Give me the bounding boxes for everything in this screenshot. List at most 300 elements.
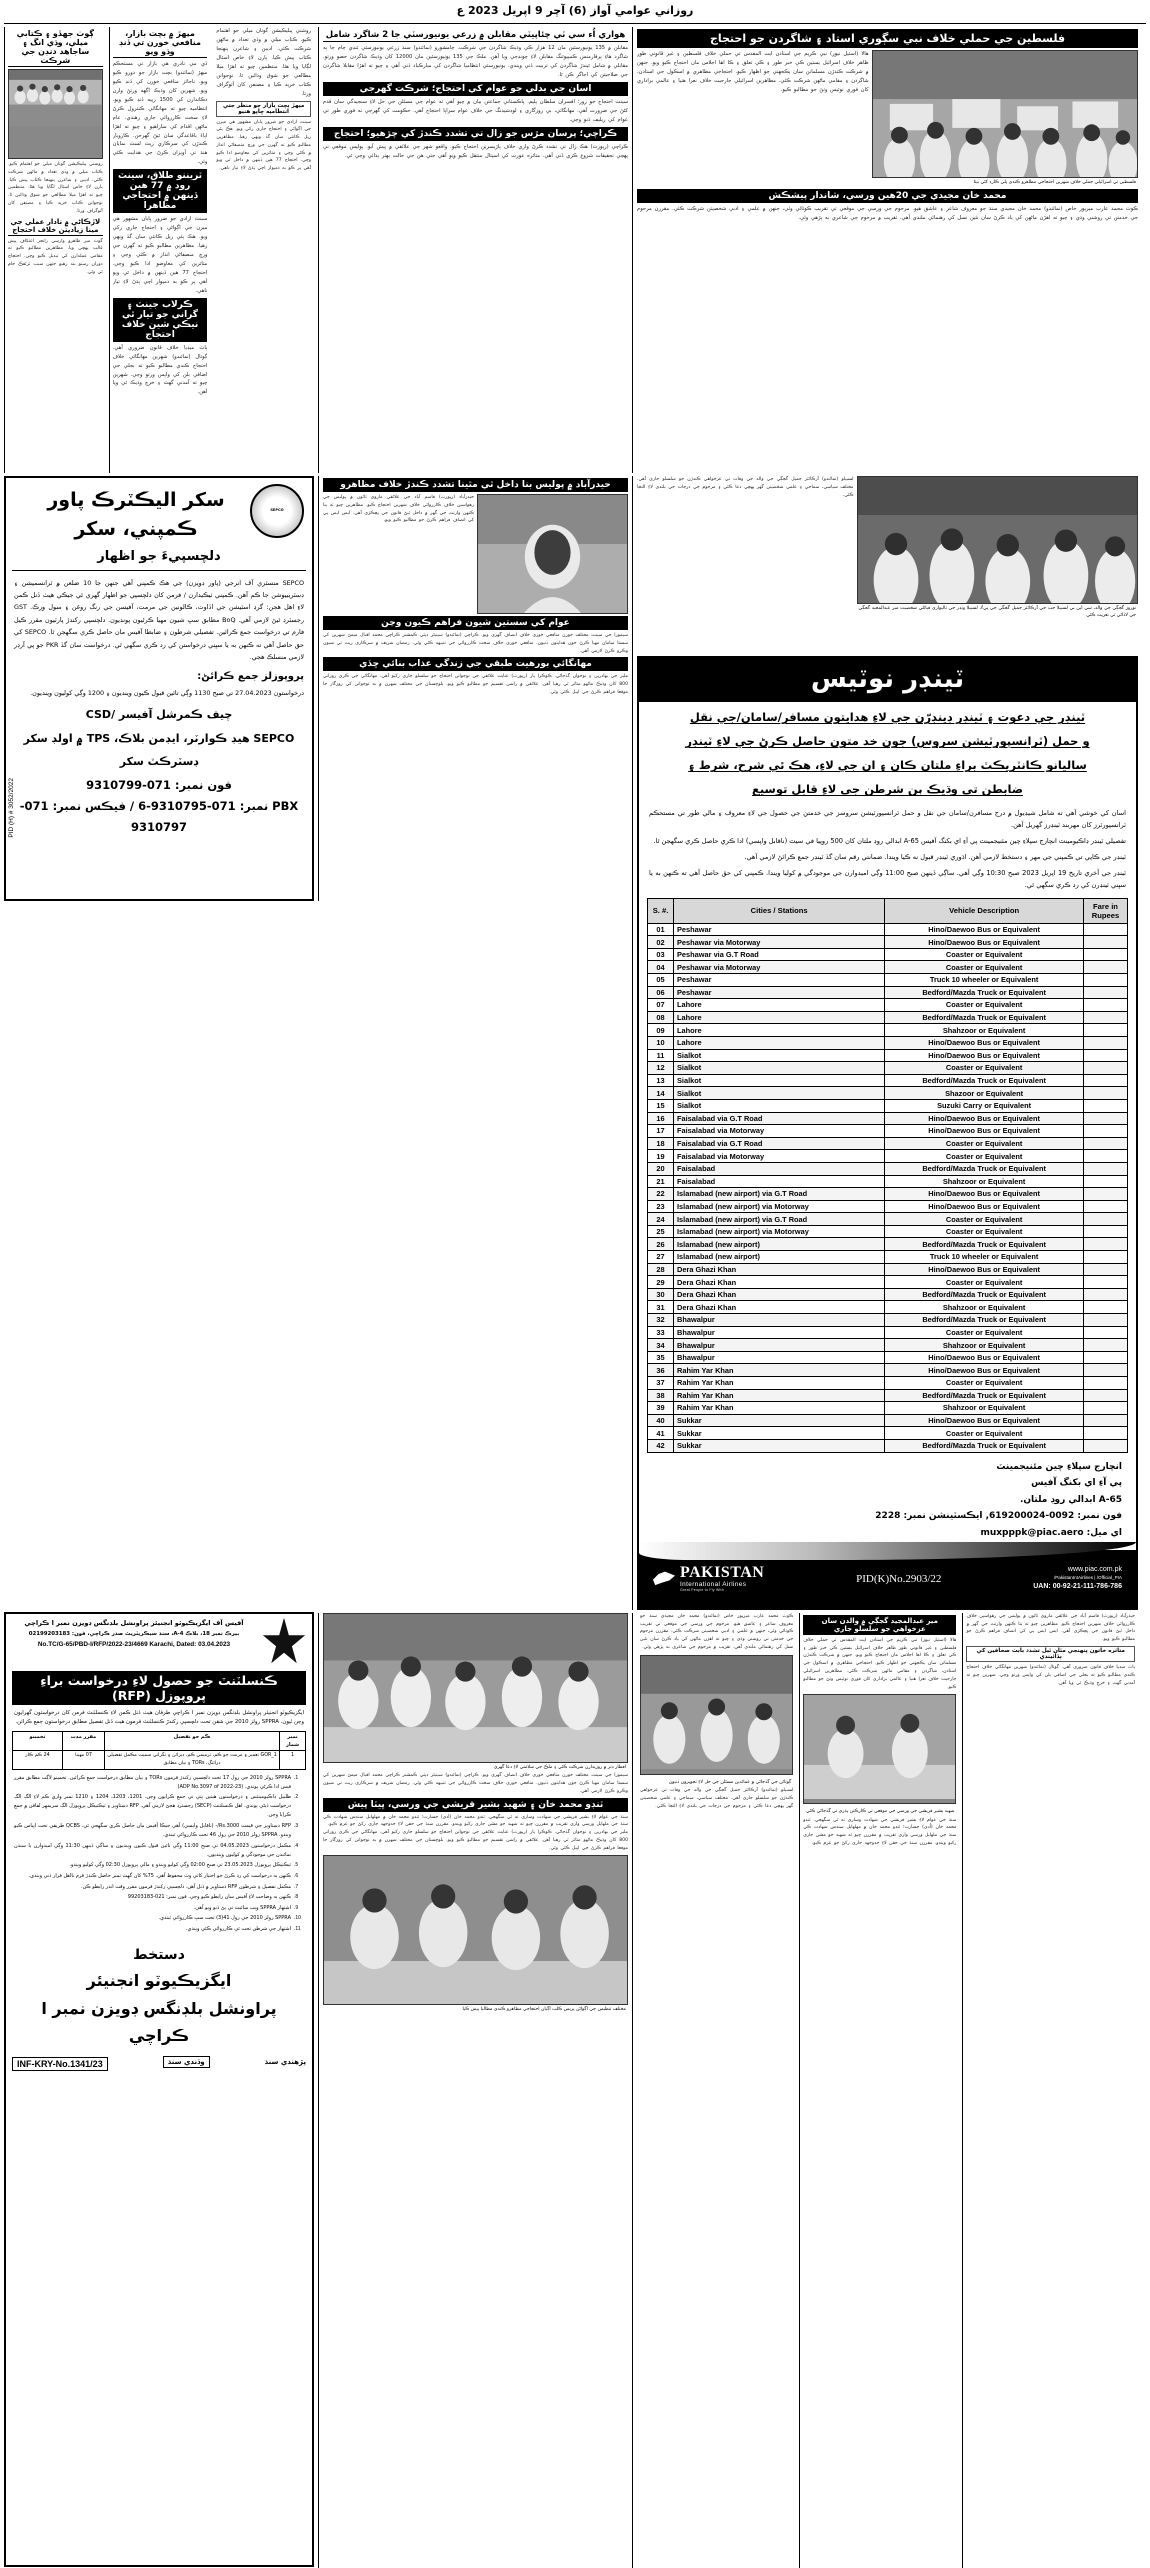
cell-fare [1084, 1087, 1128, 1100]
pbd-condition-text: طلبيل ڊاڪيومينٽس ۽ درخواستون هيٺين پتي تي جمع ڪرايون وڃن. 1201، 1203، 1204 ۽ 1210 نمبر واري ڪم لاءِ الڳ الڳ درخواست ڏيڻي پوندي. اهل ڪنسلٽنٽ (SECP) رجسٽرڊ هجڻ لازمي آهي. RFP دستاويز ۽ ٽيڪنيڪل پروپوزل الڳ سربمهر لفافن ۾ جمع ڪرايا وڃن. [14, 1794, 292, 1819]
pia-tender-title: ٽينڊر نوٽيس [639, 658, 1136, 702]
cell-fare [1084, 1263, 1128, 1276]
cell-vehicle: Coaster or Equivalent [885, 961, 1084, 974]
body-jhudo-book-fair: روشني پبليڪيشن گوٺان ميلي جو اهتمام ڪيو. ڪتاب ميلي ۾ وڏي تعداد ۾ ماڻهن شرڪت ڪئي. اديبن ۽ شاعرن پنهنجا ڪتاب پيش ڪيا. ٻارن لاءِ خاص اسٽال لڳايا ويا هئا. منتظمين چيو ته اهڙا ميلا مطالعي جو شوق وڌائين ٿا. نوجوانن ڪتاب خريد ڪيا ۽ مصنفن کان آٽوگراف ورتا. [8, 162, 103, 214]
headline-hyderabad-police: حيدرآباد ۾ پوليس بنا داخل ٿي مٿينا تشدد ڪندڙ خلاف مظاهرو [323, 478, 628, 492]
cell-vehicle: Shahzoor or Equivalent [885, 1402, 1084, 1415]
cell-vehicle: Shahzoor or Equivalent [885, 1339, 1084, 1352]
body-badli-protest: سينٽ احتجاج جو زور؛ افسران سلطان پليم. پاڪستاني جماعتن بيان ۾ چيو آهي ته عوام جي مسئلن جي حل لاءِ سنجيدگي سان قدم کڻڻ جي ضرورت آهي. مهانگائي، بي روزگاري ۽ لوڊشيڊنگ جي خلاف عوام سراپا احتجاج آهي. حڪومت کي گهرجي ته فوري طور تي عوام کي ريليف ڏنو وڃي. [323, 98, 628, 123]
pia-contact-5: اي ميل: muxpppk@piac.aero [980, 1528, 1122, 1539]
cell-fare [1084, 1276, 1128, 1289]
cell-vehicle: Coaster or Equivalent [885, 1377, 1084, 1390]
cell-serial: 32 [648, 1314, 674, 1327]
body-right-col-e: حيدرآباد (رپورٽ) قاسم آباد جي علائقي ماروي ٽائون ۾ پوليس جي رهواسين خلاف ڪارروائي خلاف شهرين احتجاج ڪيو. مظاهرين چيو ته بنا ڪنهن وارنٽ جي گهر ۾ داخل ٿيڻ قانون جي ڀڃڪڙي آهي. ايس ايس پي کي انصاف فراهم ڪرڻ جو مطالبو ڪيو ويو. [966, 1613, 1135, 1643]
pia-sub-line-3: ساليانو ڪانٽريڪٽ براءِ ملتان ڪان ۽ ان جي لاءِ، هڪ ئي شرح، شرط ۽ [688, 758, 1087, 773]
cell-vehicle: Hino/Daewoo Bus or Equivalent [885, 1200, 1084, 1213]
mid-news-block [318, 476, 628, 901]
table-row [648, 1439, 1128, 1452]
cell-fare [1084, 1351, 1128, 1364]
table-row [648, 1251, 1128, 1264]
headline-badli-protest: اسان جي بدلي جو عوام کي احتجاج؛ شرڪت گهرجي [323, 82, 628, 96]
pbd-sign-label: دستخط [133, 1946, 185, 1963]
cell-city: Lahore [674, 1024, 885, 1037]
headline-mehar-bachat-bazar: ميهڙ ۾ بچت بازار، منافعي خورن تي ڏنڊ وڌو ويو [113, 29, 208, 58]
cell-serial: 22 [648, 1188, 674, 1201]
cell-fare [1084, 1137, 1128, 1150]
headline-karachi-husband: ڪراچي؛ پرسان مڙس جو زال تي تشدد ڪندڙ کي چڙهيو؛ احتجاج [323, 127, 628, 141]
photo-meeting-indoor [640, 1655, 793, 1775]
photo-caption-meeting: ڳوٺاڻن جي گڏجاڻي ۾ عمائدين مسئلن جي حل لاءِ تجويزون ڏنيون [668, 1779, 792, 1785]
photo-palestine-rally [872, 50, 1138, 178]
table-row [648, 1049, 1128, 1062]
table-header-row [648, 898, 1128, 923]
table-row [648, 1087, 1128, 1100]
cell-fare [1084, 1036, 1128, 1049]
masthead [4, 4, 1146, 24]
photo-condolence-gathering [857, 476, 1138, 604]
pia-swoosh-graphic [639, 1542, 1136, 1560]
body-right-col-a: ڪوٽ محمد عارب ميرپور خاص (نمائندو) محمد خان مجيدي سنڌ جو معروف شاعر ۽ عاشق هيو. مرحوم جي ورسي جي موقعي تي تقريب ڪوٺائي وئي، جنهن ۾ علمي ۽ ادبي شخصيتن شرڪت ڪئي. مقررن مرحوم جي خدمتن تي روشني وڌي ۽ چيو ته اهڙن ماڻهن کي ياد ڪرڻ سان نئين نسل کي رهنمائي ملندي آهي. تقريب ۾ مرحوم جي شاعري به پڙهي وئي. [640, 1613, 794, 1650]
cell-city: Faisalabad via G.T Road [674, 1112, 885, 1125]
cell-serial: 23 [648, 1200, 674, 1213]
cell-city: Faisalabad [674, 1175, 885, 1188]
cell-city: Sukkar [674, 1439, 885, 1452]
table-row [648, 1339, 1128, 1352]
cell-fare [1084, 1062, 1128, 1075]
table-row [648, 1301, 1128, 1314]
cell-serial: 28 [648, 1263, 674, 1276]
cell-vehicle: Coaster or Equivalent [885, 1276, 1084, 1289]
pbd-condition-text: مڪمل درخواستون 04.05.2023 تي صبح 11:00 وڳي تائين قبول ڪيون وينديون ۽ ساڳي ڏينهن 11:30 وڳي اميدوارن يا سندن نمائندن جي موجودگي ۾ کوليون وينديون. [14, 1842, 292, 1858]
cell-vehicle: Hino/Daewoo Bus or Equivalent [885, 1414, 1084, 1427]
cell-fare [1084, 1112, 1128, 1125]
cell-fare [1084, 1213, 1128, 1226]
cell-serial: 33 [648, 1326, 674, 1339]
table-row [648, 1162, 1128, 1175]
pbd-condition-number: 6. [294, 1872, 299, 1879]
cell-serial: 12 [648, 1062, 674, 1075]
cell-fare [1084, 1339, 1128, 1352]
cell-fare [1084, 1389, 1128, 1402]
cell-vehicle: Hino/Daewoo Bus or Equivalent [885, 1049, 1084, 1062]
table-row [648, 961, 1128, 974]
headline-agri-university: هواري اُء سي ٽي چئاپيٽي مقابلن ۾ زرعي يونيورسٽي جا 2 شاگرد شامل [323, 29, 628, 42]
table-row [648, 1427, 1128, 1440]
cell-vehicle: Hino/Daewoo Bus or Equivalent [885, 1112, 1084, 1125]
body-awam-cheap-goods: سيمورا جي سينٽ مختلف خورن منافعي خوري خلاف انصاف گهري ويو. ڪراچي (نمائندو) سينيئر ڊپٽي ڪمشنر ڪراچي محمد اقبال ميمڻ شهرين کي سستا سامان مهيا ڪرڻ جون هدايتون ڏنيون. منافعي خوري خلاف سخت ڪارروائي جي تنبيهه ڪئي وئي. رمضان شريف ۾ سرڪاري ريٽ تي شيون وڪرو ڪرڻ لازمي آهي. [323, 633, 628, 654]
cell-serial: 37 [648, 1377, 674, 1390]
cell-serial: 41 [648, 1427, 674, 1440]
cell-serial: 42 [648, 1439, 674, 1452]
cell-fare [1084, 1200, 1128, 1213]
cell-fare [1084, 1049, 1128, 1062]
cell-serial: 36 [648, 1364, 674, 1377]
body-left-misc-2: سينٽ ارادي جو ضرور ڀايان مشهور هي ميرن جي اڳواڻي ۽ احتجاج جاري رکي ويو. هڪ ٻئي ريل ڪانٽي سان گڏ ويهي رهيا. مظاهرين مطالبو ڪيو ته گهرن جي ورڇ منصفاڻي انداز ۾ ڪئي وڃي ۽ متاثرين کي معاوضو ادا ڪيو وڃي. احتجاج 77 هين ڏينهن ۾ داخل ٿي ويو آهي پر ڪو به ذميوار اچي ٻڌڻ لاءِ تيار ناهي. [216, 119, 312, 172]
headline-awam-cheap-goods: عوام کي سستين شيون فراهم ڪيون وڃن [323, 616, 628, 630]
cell-fare [1084, 974, 1128, 987]
pbd-condition-text: SPPRA رولز 2010 جي رول 17 تحت دلچسپي رکندڙ فرمون TORs ۽ بيان مطابق درخواست جمع ڪرائين. تخمينو لاڳت مطابق مقرر فيس ادا ڪرڻي پوندي. (ADP No.3097 of 2022-23) [14, 1774, 292, 1790]
pbd-conditions-list [12, 1772, 306, 1938]
pbd-condition-item [14, 1861, 304, 1870]
pbd-cell: 07 مهينا [63, 1751, 105, 1769]
table-row [648, 1074, 1128, 1087]
cell-serial: 40 [648, 1414, 674, 1427]
table-row [648, 974, 1128, 987]
pbd-condition-number: 5. [294, 1862, 299, 1869]
pia-body-1: اسان کي خوشي آهي ته شامل شيڊيول ۾ درج مسافرن/سامان جي نقل و حمل ٽرانسپورٽيشن سروسز جي خدمتن جي حصول جي لاءِ معروف ۽ مالي طور تي مستحڪم ٽرانسپورٽرز کان مهربند ٽينڊرز گهربل آهن. [649, 808, 1126, 829]
cell-serial: 06 [648, 986, 674, 999]
body-karlab-grani: ٻاٽ ميڊيا خلاف قانون ضروري آهي. ڳوٺال (نمائندو) شهرين مهانگائي خلاف احتجاج ڪندي مطالبو ڪيو ته بجلي جي اضافي بلن کي واپس ورتو وڃي. شهرين چيو ته آمدني گهٽ ۽ خرچ وڌيڪ ٿي ويا آهن. [112, 344, 208, 396]
table-row [648, 1036, 1128, 1049]
cell-serial: 34 [648, 1339, 674, 1352]
sepco-logo-text: SEPCO [270, 508, 284, 513]
cell-vehicle: Bedford/Mazda Truck or Equivalent [885, 1389, 1084, 1402]
pbd-table-header-row [13, 1732, 306, 1751]
photo-press-club [323, 1855, 628, 2005]
photo-caption-iftar: افطار ڊنر ۾ روزيدارن شرڪت ڪئي ۽ ملڪ جي سلامتي لاءِ دعا گهري [493, 1764, 626, 1770]
cell-vehicle: Truck 10 wheeler or Equivalent [885, 974, 1084, 987]
pia-pid-number: PID(K)No.2903/22 [856, 1572, 942, 1585]
cell-vehicle: Bedford/Mazda Truck or Equivalent [885, 1074, 1084, 1087]
cell-serial: 21 [648, 1175, 674, 1188]
cell-fare [1084, 1024, 1128, 1037]
pia-contact-3: A-65 ابدالي روڊ ملتان. [1019, 1494, 1122, 1505]
cell-city: Islamabad (new airport) via Motorway [674, 1200, 885, 1213]
pia-fare-table [647, 898, 1128, 1453]
table-row [648, 1288, 1128, 1301]
pbd-cell: GOR_1 تعمير ۽ مرمت جو ڪم، ترميمي ڪم، ڊيزائن ۽ نگراني سميت مڪمل تفصيلي ڊرائنگ، TORs ۽ بيان مطابق [105, 1751, 280, 1769]
headline-jhudo-book-fair: ڳوٺ جهڏو ۽ ڪتابي ميلي، وڌي انگ ۽ ساجاهد دنڊن جي شرڪت [8, 29, 103, 67]
pia-logo-name: PAKISTAN [680, 1564, 765, 1582]
table-row [648, 936, 1128, 949]
cell-city: Faisalabad via Motorway [674, 1125, 885, 1138]
cell-serial: 02 [648, 936, 674, 949]
sepco-advertisement [4, 476, 314, 901]
sepco-body: SEPCO منسٽري آف انرجي (پاور ڊويزن) جي هڪ ڪمپني آهي جنهن جا 10 ضلعن ۾ ٽرانسميشن ۽ ڊسٽريبيوشن جا ڪم آهن. ڪمپني ٺيڪيدارن / فرمن کان دلچسپي جو اظهار گهري ٿي جيڪي هيٺ ڏنل ڪمن لاءِ اهل هجن: گرڊ اسٽيشن جي اڏاوت، ڪالونين جي مرمت، آفيسن جي رنگ روغن ۽ سول ورڪ. GST رجسٽرڊ ٿيڻ لازمي آهي. BoQ مطابق سڀ شيون مهيا ڪرڻيون پونديون. دلچسپي رکندڙ پارٽيون مقرر ڪيل فارم تي درخواست جمع ڪرائين. تفصيلي شرطون ۽ ضابطا آفيس مان حاصل ڪري سگهجن ٿا. SEPCO کي حق حاصل آهي ته ڪنهن به يا سڀني درخواستن کي رد ڪري سگهي ٿي. درخواست سان گڏ PKR جو پي آرڊر لازمي منسلڪ هجي. [14, 578, 305, 662]
cell-fare [1084, 1238, 1128, 1251]
cell-city: Lahore [674, 1011, 885, 1024]
table-row [648, 1099, 1128, 1112]
sepco-address-3: ڊسٽرڪٽ سکر [119, 755, 199, 769]
cell-serial: 31 [648, 1301, 674, 1314]
cell-fare [1084, 1427, 1128, 1440]
cell-vehicle: Hino/Daewoo Bus or Equivalent [885, 1125, 1084, 1138]
table-row [648, 948, 1128, 961]
cell-fare [1084, 1439, 1128, 1452]
pbd-condition-item [14, 1925, 304, 1934]
table-row [648, 1175, 1128, 1188]
cell-fare [1084, 1188, 1128, 1201]
body-karachi-husband: ڪراچي (رپورٽ) هڪ زال تي تشدد ڪرڻ واري خلاف پاڙيسرين احتجاج ڪيو. واقعو شهر جي علائقي ۾ پيش آيو. پوليس موقعي تي پهچي تحقيقات شروع ڪري ڏني آهي. متاثره عورت کي اسپتال منتقل ڪيو ويو آهي جتي هن جي حالت بهتر ٻڌائي وڃي ٿي. [323, 143, 628, 159]
cell-serial: 19 [648, 1150, 674, 1163]
cell-vehicle: Bedford/Mazda Truck or Equivalent [885, 986, 1084, 999]
cell-serial: 05 [648, 974, 674, 987]
pia-sub-line-2: و حمل (ٽرانسپورٽيشن سروس) جون خد متون حاصل ڪرڻ جي لاءِ ٽينڊر [685, 734, 1090, 749]
cell-fare [1084, 1162, 1128, 1175]
pia-uan: UAN: 00-92-21-111-786-786 [1033, 1583, 1122, 1591]
cell-city: Sialkot [674, 1062, 885, 1075]
top-right-block [632, 27, 1138, 473]
pbd-condition-item [14, 1883, 304, 1892]
body-right-col-f: ٻاٽ ميڊيا خلاف قانون ضروري آهي. ڳوٺال (نمائندو) شهرين مهانگائي خلاف احتجاج ڪندي مطالبو ڪيو ته بجلي جي اضافي بلن کي واپس ورتو وڃي. شهرين چيو ته آمدني گهٽ ۽ خرچ وڌيڪ ٿي ويا آهن. [966, 1664, 1135, 1686]
cell-fare [1084, 1288, 1128, 1301]
pbd-office-line-1: آفيس آف ايگزيڪيوٽو انجنيئر پراونشل بلڊنگس ڊويزن نمبر ا ڪراچي [24, 1618, 244, 1627]
cell-serial: 16 [648, 1112, 674, 1125]
cell-fare [1084, 961, 1128, 974]
cell-vehicle: Shahzoor or Equivalent [885, 1301, 1084, 1314]
cell-vehicle: Coaster or Equivalent [885, 1326, 1084, 1339]
table-row [648, 1389, 1128, 1402]
cell-city: Islamabad (new airport) via G.T Road [674, 1188, 885, 1201]
pbd-condition-number: 9. [294, 1904, 299, 1911]
col-cities: Cities / Stations [674, 898, 885, 923]
pia-sub-line-1: ٽينڊر جي دعوت ۽ ٽينڊر ڊينڊرّن جي لاءِ هدايتون مسافر/سامان/جي نقل [689, 710, 1086, 724]
cell-vehicle: Suzuki Carry or Equivalent [885, 1099, 1084, 1112]
top-mid-block [318, 27, 628, 473]
cell-serial: 39 [648, 1402, 674, 1415]
cell-vehicle: Coaster or Equivalent [885, 1225, 1084, 1238]
sepco-title: سکر اليڪٽرڪ پاور ڪمپني، سکر [47, 489, 225, 540]
cell-vehicle: Bedford/Mazda Truck or Equivalent [885, 1288, 1084, 1301]
cell-fare [1084, 1326, 1128, 1339]
cell-city: Bhawalpur [674, 1326, 885, 1339]
cell-serial: 25 [648, 1225, 674, 1238]
cell-fare [1084, 1377, 1128, 1390]
body-mehangai-poor: ملير جي بهادرين ۽ نوجوان گڏجاڻي. ڪوڪرا پار (رپورٽ) عنايت علائقي جي نوجوانن احتجاج جو سلسلو جاري رکيو آهي. مهانگائي جي ڪري روزاني 800 کان وڌيڪ ماڻهو متاثر ٿي رهيا آهن. علائقي ۾ راشن تقسيم جو مطالبو ڪيو ويو. بلوچستان جي مختلف شهرن ۾ به نوجوانن کي روزگار جا موقعا فراهم ڪرڻ جي اپيل ڪئي وئي. [323, 674, 628, 695]
table-row [648, 1263, 1128, 1276]
cell-vehicle: Shahzoor or Equivalent [885, 1175, 1084, 1188]
headline-majidi-anniversary: محمد خان مجيدي جي 20هين ورسي، شاندار پيشڪش [637, 189, 1138, 203]
pia-tender-advertisement [637, 656, 1138, 1610]
pbd-works-table [12, 1731, 306, 1769]
cell-vehicle: Bedford/Mazda Truck or Equivalent [885, 1439, 1084, 1452]
cell-serial: 03 [648, 948, 674, 961]
photo-caption-small-group: شهيد بشير قريشي جي ورسي جي موقعي تي ڪارڪنن پڌري تي گڏجاڻي ڪئي [806, 1809, 955, 1815]
body-palestine-protest: هالا (اسٽيل نيوز) نبي ڪريم جي استادن ايت المقدس تي حملي خلاف فلسطين ۽ غير قانوني طور ظاهر خلاف اسرائيل يستين ڪي خبر طور ۽ ڪي تعلق ۽ ڪا اها اجلاس مان احتجاج ڪيو ويو. جنهن ۾ شرڪت ڪندڙن مسلمانن سان يڪجهتي جو اظهار ڪيو. احتجاجي مظاهري ۾ اسڪول جي استادن، شاگردن ۽ مقامي ماڻهن شرڪت ڪئي. مظاهرين اسرائيلي جارحيت خلاف نعرا هنيا ۽ عالمي براداري کان فوري نوٽيس وٺڻ جو مطالبو ڪيو. [637, 51, 869, 93]
pbd-inf-number: INF-KRY-No.1341/23 [12, 2057, 108, 2071]
cell-city: Peshawar via G.T Road [674, 948, 885, 961]
cell-city: Sukkar [674, 1427, 885, 1440]
cell-vehicle: Bedford/Mazda Truck or Equivalent [885, 1162, 1084, 1175]
col-fare: Fare in Rupees [1084, 898, 1128, 923]
body-tando-qureshi: سنڌ جي عوام لاءِ بشير قريشي جي شهادت وساري نه ٿي سگهجي. ٽنڊو محمد خان (اُدي) جسارت؛ ٽنڊو محمد خان ۾ مهلهايل سندس شهادت ڪي سنڌ جي ملهايل ورسي واري تقريب ۾ مقررن چيو ته شهيد جو مشن جاري رکيو ويندو. مقررن سنڌ جي حقن لاءِ جدوجهد جاري رکڻ جو عزم ڪيو. [323, 1814, 628, 1828]
sepco-address-1: چيف ڪمرشل آفيسر /CSD [85, 708, 233, 722]
body-bottom-mid-1: سيمورا جي سينٽ مختلف خورن منافعي خوري خلاف انصاف گهري ويو. ڪراچي (نمائندو) سينيئر ڊپٽي ڪمشنر ڪراچي محمد اقبال ميمڻ شهرين کي سستا سامان مهيا ڪرڻ جون هدايتون ڏنيون. منافعي خوري خلاف سخت ڪارروائي جي تنبيهه ڪئي وئي. رمضان شريف ۾ سرڪاري ريٽ تي شيون وڪرو ڪرڻ لازمي آهي. [323, 1773, 628, 1794]
cell-vehicle: Coaster or Equivalent [885, 1062, 1084, 1075]
pbd-office-line-2: بيرڪ نمبر 18، بلاڪ A-4، سنڌ سيڪريٽريٽ صدر ڪراچي، فون: 02199203183 [28, 1630, 240, 1637]
cell-vehicle: Hino/Daewoo Bus or Equivalent [885, 936, 1084, 949]
cell-serial: 27 [648, 1251, 674, 1264]
pbd-condition-text: ٽيڪنيڪل پروپوزل 23.05.2023 تي صبح 02:00 وڳي کوليو ويندو ۽ مالي پروپوزل 02:30 وڳي کوليو ويندو. [69, 1862, 291, 1869]
pbd-condition-item [14, 1904, 304, 1913]
cell-city: Sialkot [674, 1099, 885, 1112]
cell-serial: 14 [648, 1087, 674, 1100]
subhead-right: متاثره خاتون پنهنجي مٿان ٿيل تشدد بابت صحافين کي ٻڌائيندي [966, 1646, 1135, 1662]
bottom-right-block [632, 1613, 1138, 2568]
pia-contact-1: انچارج سپلاءِ چين مئنيجمينٽ [996, 1461, 1122, 1472]
cell-serial: 26 [648, 1238, 674, 1251]
pbd-condition-text: اشتهار جي شرطن تحت ئي ڪارروائي ڪئي ويندي. [185, 1925, 291, 1932]
pia-footer [639, 1550, 1136, 1608]
sepco-phone-1: فون نمبر: 071-9310799 [86, 778, 232, 793]
body-condolence: لسبيلو (نمائندو) آرڪائٽر جميل گجڳي جي والد جي وفات تي عزخواهي ڪندڙن جو سلسلو جاري آهي. مختلف سياسي، سماجي ۽ علمي شخصيتن گهر پهچي دعا ڪئي ۽ مرحوم جي درجات جي بلندي لاءِ التجا ڪئي. [637, 477, 854, 498]
cell-vehicle: Shazoor or Equivalent [885, 1087, 1084, 1100]
cell-city: Sialkot [674, 1087, 885, 1100]
sepco-phone-2: PBX نمبر: 071-9310795-6 / فيڪس نمبر: 071-9310797 [19, 799, 299, 834]
col-serial: S. #. [648, 898, 674, 923]
cell-serial: 08 [648, 1011, 674, 1024]
cell-fare [1084, 1301, 1128, 1314]
cell-serial: 38 [648, 1389, 674, 1402]
cell-serial: 17 [648, 1125, 674, 1138]
body-right-col-d: سنڌ جي عوام لاءِ بشير قريشي جي شهادت وساري نه ٿي سگهجي. ٽنڊو محمد خان (اُدي) جسارت؛ ٽنڊو محمد خان ۾ مهلهايل سندس شهادت ڪي سنڌ جي ملهايل ورسي واري تقريب ۾ مقررن چيو ته شهيد جو مشن جاري رکيو ويندو. مقررن سنڌ جي حقن لاءِ جدوجهد جاري رکڻ جو عزم ڪيو. [803, 1817, 957, 1847]
table-row [648, 1377, 1128, 1390]
cell-serial: 35 [648, 1351, 674, 1364]
pbd-condition-text: SPPRA رولز 2010 جي رول 41(3) تحت سڀ ڪارروائي ٿيندي. [158, 1915, 291, 1922]
photo-iftar-gathering [323, 1613, 628, 1763]
headline-tando-qureshi: ٽنڊو محمد خان ۽ شهيد بشير قريشي جي ورسي، ڀيٽا پيش [323, 1798, 628, 1812]
body-right-col-b: لسبيلو (نمائندو) آرڪائٽر جميل گجڳي جي والد جي وفات تي عزخواهي ڪندڙن جو سلسلو جاري آهي. مختلف سياسي، سماجي ۽ علمي شخصيتن گهر پهچي دعا ڪئي ۽ مرحوم جي درجات جي بلندي لاءِ التجا ڪئي. [640, 1788, 794, 1809]
cell-vehicle: Coaster or Equivalent [885, 1427, 1084, 1440]
pbd-condition-number: 8. [294, 1894, 299, 1901]
pia-logo-tagline: Great People to Fly With [680, 1587, 724, 1592]
sepco-section-body: درخواستون 27.04.2023 تي صبح 1130 وڳي تائين قبول ڪيون وينديون ۽ 1200 وڳي کوليون وينديون. [30, 688, 304, 697]
masthead-text: روزاني عوامي آواز (6) آچر 9 اپريل 2023 ع [456, 4, 694, 17]
pbd-condition-item [14, 1822, 304, 1840]
body-mehar-bachat-bazar: ڏي مي نادري هي بازار تي مستحڪم ميهڙ (نمائندو) بچت بازار جو دورو ڪيو ويو. ناجائز منافعي خورن کي ڏنڊ ڪيو ويو. شهرين کان وڌيڪ اگهه ورتڻ وارن دڪاندارن کي 1500 رپيه ڏنڊ ڪيو ويو. انتظاميه چيو ته مهانگائي ڪنٽرول ڪرڻ لاءِ سخت ڪارروائي جاري رهندي. عام ماڻهن اقدام کي ساراهيو ۽ چيو ته اهڙا اپاءَ باقاعدگي سان ٿيڻ گهرجن. ڪاروبار ڪندڙن کي سرڪاري ريٽ لسٽ نمايان هنڌ تي آويزان ڪرڻ جي هدايت ڪئي وئي. [112, 61, 208, 166]
cell-fare [1084, 1314, 1128, 1327]
headline-mehangai-poor: مهانگائي بورهيت طبقي جي زندگي عذاب بنائي ڇڏي [323, 657, 628, 671]
body-right-col-c: هالا (اسٽيل نيوز) نبي ڪريم جي استادن ايت المقدس تي حملي خلاف فلسطين ۽ غير قانوني طور ظاهر خلاف اسرائيل يستين ڪي خبر طور ۽ ڪي تعلق ۽ ڪا اها اجلاس مان احتجاج ڪيو ويو. جنهن ۾ شرڪت ڪندڙن مسلمانن سان يڪجهتي جو اظهار ڪيو. احتجاجي مظاهري ۾ اسڪول جي استادن، شاگردن ۽ مقامي ماڻهن شرڪت ڪئي. مظاهرين اسرائيلي جارحيت خلاف نعرا هنيا ۽ عالمي براداري کان فوري نوٽيس وٺڻ جو مطالبو ڪيو. [803, 1637, 957, 1690]
pia-contact-2: پي آءِ اي بکنگ آفيس [1031, 1478, 1122, 1489]
sepco-logo-icon [250, 484, 304, 538]
right-block [632, 476, 1138, 1610]
mid-zone [4, 476, 1146, 1610]
cell-fare [1084, 1402, 1128, 1415]
body-majidi-anniversary: ڪوٽ محمد عارب ميرپور خاص (نمائندو) محمد خان مجيدي سنڌ جو معروف شاعر ۽ عاشق هيو. مرحوم جي ورسي جي موقعي تي تقريب ڪوٺائي وئي، جنهن ۾ علمي ۽ ادبي شخصيتن شرڪت ڪئي. مقررن مرحوم جي خدمتن تي روشني وڌي ۽ چيو ته اهڙن ماڻهن کي ياد ڪرڻ سان نئين نسل کي رهنمائي ملندي آهي. تقريب ۾ مرحوم جي شاعري به پڙهي وئي. [637, 206, 1138, 222]
cell-vehicle: Coaster or Equivalent [885, 999, 1084, 1012]
pbd-cell: 24 ڪم ڪار [13, 1751, 63, 1769]
table-row [648, 1238, 1128, 1251]
cell-vehicle: Coaster or Equivalent [885, 1150, 1084, 1163]
pia-social-handles: /PakistanIntAirlines | /Official_PIA [1053, 1575, 1122, 1581]
cell-fare [1084, 1011, 1128, 1024]
cell-fare [1084, 1099, 1128, 1112]
cell-city: Peshawar [674, 986, 885, 999]
cell-vehicle: Coaster or Equivalent [885, 948, 1084, 961]
cell-vehicle: Bedford/Mazda Truck or Equivalent [885, 1011, 1084, 1024]
cell-fare [1084, 923, 1128, 936]
cell-city: Rahim Yar Khan [674, 1389, 885, 1402]
cell-fare [1084, 1251, 1128, 1264]
cell-vehicle: Hino/Daewoo Bus or Equivalent [885, 923, 1084, 936]
cell-city: Bhawalpur [674, 1351, 885, 1364]
table-row [648, 1112, 1128, 1125]
cell-city: Sialkot [674, 1049, 885, 1062]
cell-fare [1084, 999, 1128, 1012]
government-crest-icon [262, 1618, 306, 1668]
cell-vehicle: Hino/Daewoo Bus or Equivalent [885, 1351, 1084, 1364]
pbd-condition-item [14, 1872, 304, 1881]
cell-vehicle: Truck 10 wheeler or Equivalent [885, 1251, 1084, 1264]
cell-vehicle: Hino/Daewoo Bus or Equivalent [885, 1364, 1084, 1377]
pbd-condition-text: مڪمل تفصيل ۽ شرطون RFP دستاويز ۾ ڏنل آهن. دلچسپي رکندڙ فرمون مقرر وقت اندر رابطو ڪن. [80, 1883, 291, 1890]
cell-serial: 20 [648, 1162, 674, 1175]
cell-serial: 01 [648, 923, 674, 936]
pbd-rfp-advertisement [4, 1612, 314, 2567]
pbd-condition-number: 3. [294, 1823, 299, 1830]
cell-vehicle: Coaster or Equivalent [885, 1137, 1084, 1150]
cell-city: Rahim Yar Khan [674, 1364, 885, 1377]
pbd-condition-number: 2. [294, 1794, 299, 1801]
cell-vehicle: Hino/Daewoo Bus or Equivalent [885, 1188, 1084, 1201]
cell-city: Dera Ghazi Khan [674, 1276, 885, 1289]
cell-city: Lahore [674, 999, 885, 1012]
table-row [648, 1011, 1128, 1024]
cell-city: Bhawalpur [674, 1314, 885, 1327]
cell-city: Bhawalpur [674, 1339, 885, 1352]
pbd-condition-text: ڪنهن به وضاحت لاءِ آفيس سان رابطو ڪيو وڃي. فون نمبر: 021-99203183 [127, 1894, 291, 1901]
pbd-condition-item [14, 1774, 304, 1792]
cell-vehicle: Hino/Daewoo Bus or Equivalent [885, 1036, 1084, 1049]
pbd-table-row [13, 1751, 306, 1769]
table-row [648, 1024, 1128, 1037]
pbd-condition-number: 10. [294, 1915, 301, 1922]
cell-serial: 13 [648, 1074, 674, 1087]
table-row [648, 1276, 1128, 1289]
cell-city: Lahore [674, 1036, 885, 1049]
cell-fare [1084, 1414, 1128, 1427]
pbd-col-period: مقرر مدت [63, 1732, 105, 1751]
cell-city: Sialkot [674, 1074, 885, 1087]
cell-serial: 09 [648, 1024, 674, 1037]
cell-fare [1084, 948, 1128, 961]
cell-serial: 29 [648, 1276, 674, 1289]
table-row [648, 1225, 1128, 1238]
cell-fare [1084, 986, 1128, 999]
table-row [648, 1326, 1128, 1339]
col-vehicle: Vehicle Description [885, 898, 1084, 923]
table-row [648, 1062, 1128, 1075]
table-row [648, 1200, 1128, 1213]
pia-body-4: ٽينڊر جي آخري تاريخ 19 اپريل 2023 صبح 10:30 وڳي آهي. ساڳي ڏينهن صبح 11:00 وڳي اميدوارن جي موجودگي ۾ کوليا ويندا. ڪمپني کي حق حاصل آهي ته ڪنهن به يا سڀني ٽينڊرن کي رد ڪري سگهي ٿي. [649, 869, 1127, 890]
cell-serial: 11 [648, 1049, 674, 1062]
photo-caption-palestine: فلسطين تي اسرائيلي حملي خلاف شهرين احتجاجي مظاهرو ڪندي پلي ڪارڊ کڻي بيٺا [973, 180, 1136, 185]
headline-traninno-talaq: ٽريننو طلاق، سينٽ رود ۾ 77 هين ڏينهن ۾ احتجاجي مظاهرا [113, 169, 208, 213]
pbd-condition-text: اشتهار SPPRA ويب سائيٽ تي پڻ ڏنو ويو آهي. [193, 1904, 291, 1911]
pbd-condition-number: 11. [294, 1925, 301, 1932]
cell-fare [1084, 1175, 1128, 1188]
cell-city: Sukkar [674, 1414, 885, 1427]
pbd-sign-division: پراونشل بلڊنگس ڊويزن نمبر ا ڪراچي [41, 1998, 277, 2045]
cell-fare [1084, 1364, 1128, 1377]
pbd-condition-text: ڪنهن به درخواست کي رد ڪرڻ جو اختيار کاتي وٽ محفوظ آهي. 75% کان گهٽ نمبر حاصل ڪندڙ فرم نااهل قرار ڏني ويندي. [28, 1872, 291, 1879]
cell-city: Dera Ghazi Khan [674, 1301, 885, 1314]
headline-palestine-protest: فلسطين جي حملي خلاف نبي سڳوري استاد ۽ شاگردن جو احتجاج [637, 29, 1138, 48]
cell-city: Peshawar via Motorway [674, 936, 885, 949]
cell-serial: 10 [648, 1036, 674, 1049]
top-zone [4, 27, 1146, 473]
cell-city: Islamabad (new airport) via Motorway [674, 1225, 885, 1238]
cell-fare [1084, 1150, 1128, 1163]
pbd-title: ڪنسلٽنٽ جو حصول لاءِ درخواست براءِ پروپوزل (RFP) [12, 1671, 306, 1705]
cell-vehicle: Bedford/Mazda Truck or Equivalent [885, 1238, 1084, 1251]
cell-city: Faisalabad [674, 1162, 885, 1175]
cell-vehicle: Shahzoor or Equivalent [885, 1024, 1084, 1037]
cell-city: Peshawar [674, 923, 885, 936]
headline-larkana-protest: لاڙڪاڻي ۾ نادار عملي جي مينا زياديتن خلاف احتجاج [8, 218, 103, 236]
cell-city: Peshawar [674, 974, 885, 987]
